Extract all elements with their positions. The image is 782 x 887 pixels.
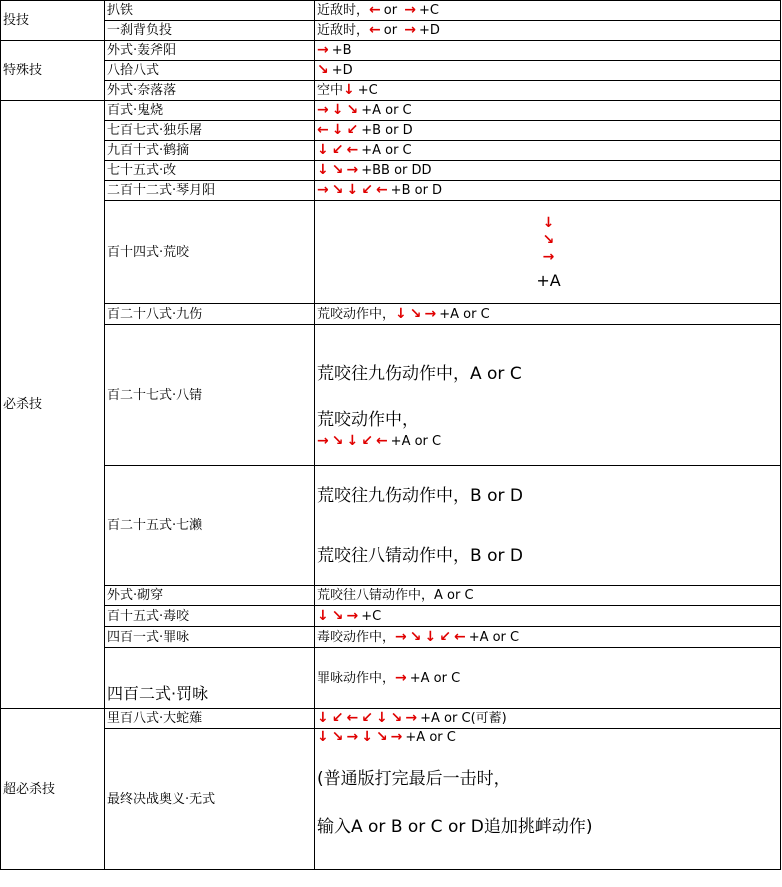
direction-arrow-icon: ↙ <box>361 182 373 198</box>
command-prefix: 近敌时， <box>317 23 370 38</box>
move-name <box>105 201 315 304</box>
direction-arrow-icon: → <box>404 22 416 38</box>
move-command <box>315 101 781 121</box>
category-label: 特殊技 <box>3 63 43 78</box>
direction-arrow-icon: ↙ <box>361 710 373 726</box>
move-command <box>315 304 781 325</box>
move-name-text: 里百八式·大蛇薙 <box>107 711 203 726</box>
table-row <box>1 201 781 304</box>
direction-arrow-icon: → <box>404 2 416 18</box>
move-name <box>105 81 315 101</box>
direction-arrow-icon: ← <box>375 432 388 449</box>
command-suffix: +A or C <box>405 730 456 745</box>
direction-arrow-icon: → <box>424 305 437 322</box>
table-row <box>1 61 781 81</box>
direction-arrow-icon: ← <box>369 22 381 38</box>
move-name <box>105 141 315 161</box>
direction-arrow-icon: ↓ <box>424 628 437 645</box>
table-row <box>1 161 781 181</box>
move-command <box>315 181 781 201</box>
direction-arrow-icon: ↘ <box>542 232 555 248</box>
move-command <box>315 325 781 466</box>
command-suffix: +C <box>357 83 378 98</box>
table-row <box>1 648 781 709</box>
direction-arrow-icon: ↘ <box>331 432 344 449</box>
arrow-line <box>317 215 780 232</box>
direction-arrow-icon: ← <box>317 122 329 138</box>
command-line: (普通版打完最后一击时， <box>317 769 511 789</box>
move-name <box>105 729 315 870</box>
direction-arrow-icon: ↘ <box>331 162 344 178</box>
table-row <box>1 729 781 870</box>
direction-arrow-icon: ← <box>369 2 381 18</box>
move-name-text: 外式·奈落落 <box>107 83 177 98</box>
command-suffix: +A or C(可蓄) <box>420 711 507 726</box>
move-command <box>315 1 781 21</box>
arrow-line <box>317 232 780 249</box>
command-line: 荒咬往九伤动作中，A or C <box>317 363 522 384</box>
move-command <box>315 606 781 627</box>
table-row <box>1 304 781 325</box>
move-command <box>315 61 781 81</box>
command-suffix: +A or C <box>361 143 412 158</box>
command-suffix: +A or C <box>361 103 412 118</box>
direction-arrow-icon: ↘ <box>409 628 422 645</box>
table-row <box>1 325 781 466</box>
direction-arrow-icon: → <box>542 249 555 265</box>
move-name <box>105 304 315 325</box>
direction-arrow-icon: ↓ <box>361 729 373 745</box>
move-name-text: 百二十八式·九伤 <box>107 306 203 322</box>
direction-arrow-icon: ↘ <box>331 607 344 624</box>
table-row <box>1 466 781 586</box>
table-row <box>1 1 781 21</box>
move-name <box>105 648 315 709</box>
move-name-text: 外式·轰斧阳 <box>107 43 177 58</box>
move-name <box>105 21 315 41</box>
command-prefix: 罪咏动作中， <box>317 670 396 686</box>
table-row <box>1 181 781 201</box>
direction-arrow-icon: → <box>346 607 359 624</box>
move-name <box>105 101 315 121</box>
move-name-text: 扒铁 <box>107 3 134 18</box>
command-line: 荒咬往八锖动作中，B or D <box>317 545 523 566</box>
move-name <box>105 606 315 627</box>
move-name-text: 百二十七式·八锖 <box>107 387 203 403</box>
move-name-text: 百十四式·荒咬 <box>107 244 190 260</box>
table-row <box>1 606 781 627</box>
direction-arrow-icon: ↓ <box>317 142 329 158</box>
table-row <box>1 41 781 61</box>
move-command <box>315 201 781 304</box>
direction-arrow-icon: ↘ <box>346 102 359 118</box>
command-suffix: +D <box>418 23 440 38</box>
move-category <box>1 41 105 101</box>
move-name-text: 百十五式·毒咬 <box>107 608 190 624</box>
command-prefix: 荒咬动作中， <box>317 306 396 322</box>
command-line <box>317 729 780 746</box>
move-name-text: 外式·砌穿 <box>107 588 164 603</box>
move-command <box>315 627 781 648</box>
move-name-text: 百二十五式·七濑 <box>107 518 203 533</box>
move-name-text: 七十五式·改 <box>107 163 177 178</box>
move-name <box>105 325 315 466</box>
direction-arrow-icon: ↓ <box>346 182 359 198</box>
move-name-text: 九百十式·鹤摘 <box>107 143 190 158</box>
move-command <box>315 729 781 870</box>
direction-arrow-icon: ↓ <box>346 432 359 449</box>
direction-arrow-icon: ← <box>375 182 388 198</box>
command-suffix: +A or C <box>468 629 520 645</box>
direction-arrow-icon: ↙ <box>361 432 373 449</box>
arrow-line <box>317 249 780 266</box>
move-name-text: 二百十二式·琴月阳 <box>107 183 216 198</box>
direction-arrow-icon: ↓ <box>331 122 344 138</box>
command-line: 荒咬动作中， <box>317 409 419 430</box>
command-line: 输入A or B or C or D追加挑衅动作) <box>317 817 593 837</box>
command-suffix: +A or C <box>439 306 490 322</box>
category-label: 投技 <box>3 13 30 28</box>
table-row <box>1 709 781 729</box>
move-command <box>315 41 781 61</box>
table-row <box>1 21 781 41</box>
direction-arrow-icon: ↓ <box>343 82 355 98</box>
direction-arrow-icon: ← <box>346 142 359 158</box>
move-name <box>105 1 315 21</box>
direction-arrow-icon: → <box>346 162 359 178</box>
move-name-text: 四百一式·罪咏 <box>107 629 190 645</box>
direction-arrow-icon: ↙ <box>331 142 344 158</box>
command-suffix: +BB or DD <box>361 163 432 178</box>
category-label: 超必杀技 <box>3 781 56 797</box>
direction-arrow-icon: ↓ <box>375 710 388 726</box>
direction-arrow-icon: ↘ <box>331 182 344 198</box>
direction-arrow-icon: ↙ <box>346 122 359 138</box>
move-name-text: 最终决战奥义·无式 <box>107 791 216 807</box>
table-row <box>1 627 781 648</box>
command-suffix: +C <box>361 608 382 624</box>
direction-arrow-icon: ↘ <box>390 710 403 726</box>
move-name-text: 七百七式·独乐屠 <box>107 123 203 138</box>
move-name-text: 百式·鬼烧 <box>107 103 164 118</box>
direction-arrow-icon: ↘ <box>331 729 344 745</box>
move-command <box>315 709 781 729</box>
direction-arrow-icon: ↙ <box>331 710 344 726</box>
direction-arrow-icon: ↘ <box>409 305 422 322</box>
move-name <box>105 41 315 61</box>
move-name-text: 八拾八式 <box>107 63 160 78</box>
move-command <box>315 586 781 606</box>
command-suffix: +A or C <box>390 433 442 449</box>
direction-arrow-icon: → <box>395 669 407 686</box>
command-suffix: +B or D <box>390 183 443 198</box>
move-category <box>1 1 105 41</box>
table-row <box>1 141 781 161</box>
command-line <box>317 433 780 450</box>
command-suffix: +A <box>536 271 561 290</box>
direction-arrow-icon: ↓ <box>317 607 329 624</box>
command-text: 荒咬往八锖动作中，A or C <box>317 588 474 603</box>
direction-arrow-icon: ↓ <box>542 215 555 231</box>
direction-arrow-icon: ↓ <box>317 729 329 745</box>
command-suffix: +A or C <box>409 670 461 686</box>
direction-arrow-icon: → <box>317 182 329 198</box>
move-name-text: 一刹背负投 <box>107 23 173 38</box>
command-line: 荒咬往九伤动作中，B or D <box>317 485 523 506</box>
move-command <box>315 121 781 141</box>
table-row <box>1 101 781 121</box>
table-row <box>1 121 781 141</box>
move-command <box>315 161 781 181</box>
direction-arrow-icon: → <box>395 628 407 645</box>
move-command <box>315 21 781 41</box>
move-command <box>315 141 781 161</box>
command-prefix: 近敌时， <box>317 3 370 18</box>
direction-arrow-icon: ↓ <box>317 710 329 726</box>
move-name <box>105 61 315 81</box>
direction-arrow-icon: ↓ <box>317 162 329 178</box>
command-or: or <box>383 3 398 18</box>
move-command <box>315 466 781 586</box>
move-name <box>105 181 315 201</box>
category-label: 必杀技 <box>3 397 43 412</box>
direction-arrow-icon: → <box>405 710 418 726</box>
command-suffix: +D <box>331 63 353 78</box>
table-row <box>1 586 781 606</box>
table-row <box>1 81 781 101</box>
move-name <box>105 161 315 181</box>
direction-arrow-icon: ↘ <box>317 62 329 78</box>
move-command <box>315 648 781 709</box>
direction-arrow-icon: ↓ <box>331 102 344 118</box>
direction-arrow-icon: → <box>390 729 403 745</box>
move-name <box>105 586 315 606</box>
command-suffix: +B <box>331 43 352 58</box>
command-suffix: +B or D <box>361 123 413 138</box>
direction-arrow-icon: ← <box>453 628 466 645</box>
direction-arrow-icon: → <box>317 102 329 118</box>
command-prefix: 空中 <box>317 83 344 98</box>
move-command <box>315 81 781 101</box>
command-prefix: 毒咬动作中， <box>317 629 396 645</box>
move-name <box>105 627 315 648</box>
direction-arrow-icon: ← <box>346 710 359 726</box>
move-name <box>105 466 315 586</box>
move-name <box>105 121 315 141</box>
move-category <box>1 709 105 870</box>
direction-arrow-icon: ↙ <box>439 628 451 645</box>
move-category <box>1 101 105 709</box>
move-name <box>105 709 315 729</box>
move-name-text: 四百二式·罚咏 <box>107 684 209 703</box>
direction-arrow-icon: ↓ <box>395 305 407 322</box>
direction-arrow-icon: ↘ <box>375 729 388 745</box>
direction-arrow-icon: → <box>317 432 329 449</box>
direction-arrow-icon: → <box>346 729 359 745</box>
command-suffix: +C <box>418 3 439 18</box>
command-or: or <box>383 23 398 38</box>
direction-arrow-icon: → <box>317 42 329 58</box>
